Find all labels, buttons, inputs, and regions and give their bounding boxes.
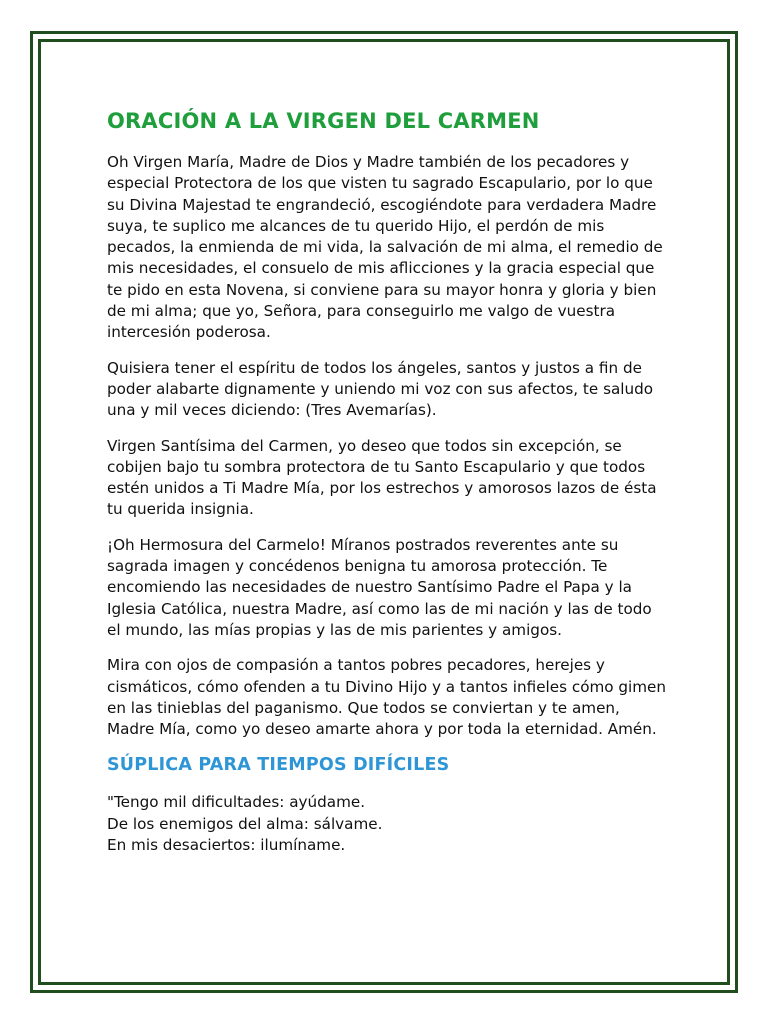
supplica-line-3: En mis desaciertos: ilumíname. xyxy=(107,836,346,855)
supplica-text xyxy=(107,792,667,856)
prayer-paragraph-4: ¡Oh Hermosura del Carmelo! Míranos postrados reverentes ante su sagrada imagen y concédenos benigna tu amorosa protección. Te encomiendo las necesidades de nuestro Santísimo Padre el Papa y la Iglesia Católica, nuestra Madre, así como las de mi nación y las de todo el mundo, las mías propias y las de mis parientes y amigos. xyxy=(107,535,652,639)
prayer-paragraph-2: Quisiera tener el espíritu de todos los ángeles, santos y justos a fin de poder alabarte dignamente y uniendo mi voz con sus afectos, te saludo una y mil veces diciendo: (Tres Avemarías). xyxy=(107,358,654,420)
prayer-paragraph-3: Virgen Santísima del Carmen, yo deseo que todos sin excepción, se cobijen bajo tu sombra protectora de tu Santo Escapulario y que todos estén unidos a Ti Madre Mía, por los estrechos y amorosos lazos de ésta tu querida insignia. xyxy=(107,436,657,519)
supplica-line-1: "Tengo mil dificultades: ayúdame. xyxy=(107,793,366,812)
prayer-paragraph-5: Mira con ojos de compasión a tantos pobres pecadores, herejes y cismáticos, cómo ofenden a tu Divino Hijo y a tantos infieles cómo gimen en las tinieblas del paganismo. Que todos se conviertan y te amen, Madre Mía, como yo deseo amarte ahora y por toda la eternidad. Amén. xyxy=(107,656,667,739)
prayer-paragraph-1: Oh Virgen María, Madre de Dios y Madre también de los pecadores y especial Protectora de los que visten tu sagrado Escapulario, por lo que su Divina Majestad te engrandeció, escogiéndote para verdadera Madre suya, te suplico me alcances de tu querido Hijo, el perdón de mis pecados, la enmienda de mi vida, la salvación de mi alma, el remedio de mis necesidades, el consuelo de mis aflicciones y la gracia especial que te pido en esta Novena, si conviene para su mayor honra y gloria y bien de mi alma; que yo, Señora, para conseguirlo me valgo de vuestra intercesión poderosa. xyxy=(107,153,663,342)
prayer-title: ORACIÓN A LA VIRGEN DEL CARMEN xyxy=(107,109,540,133)
document-content xyxy=(107,108,667,870)
supplica-title: SÚPLICA PARA TIEMPOS DIFÍCILES xyxy=(107,755,450,776)
supplica-line-2: De los enemigos del alma: sálvame. xyxy=(107,814,383,833)
